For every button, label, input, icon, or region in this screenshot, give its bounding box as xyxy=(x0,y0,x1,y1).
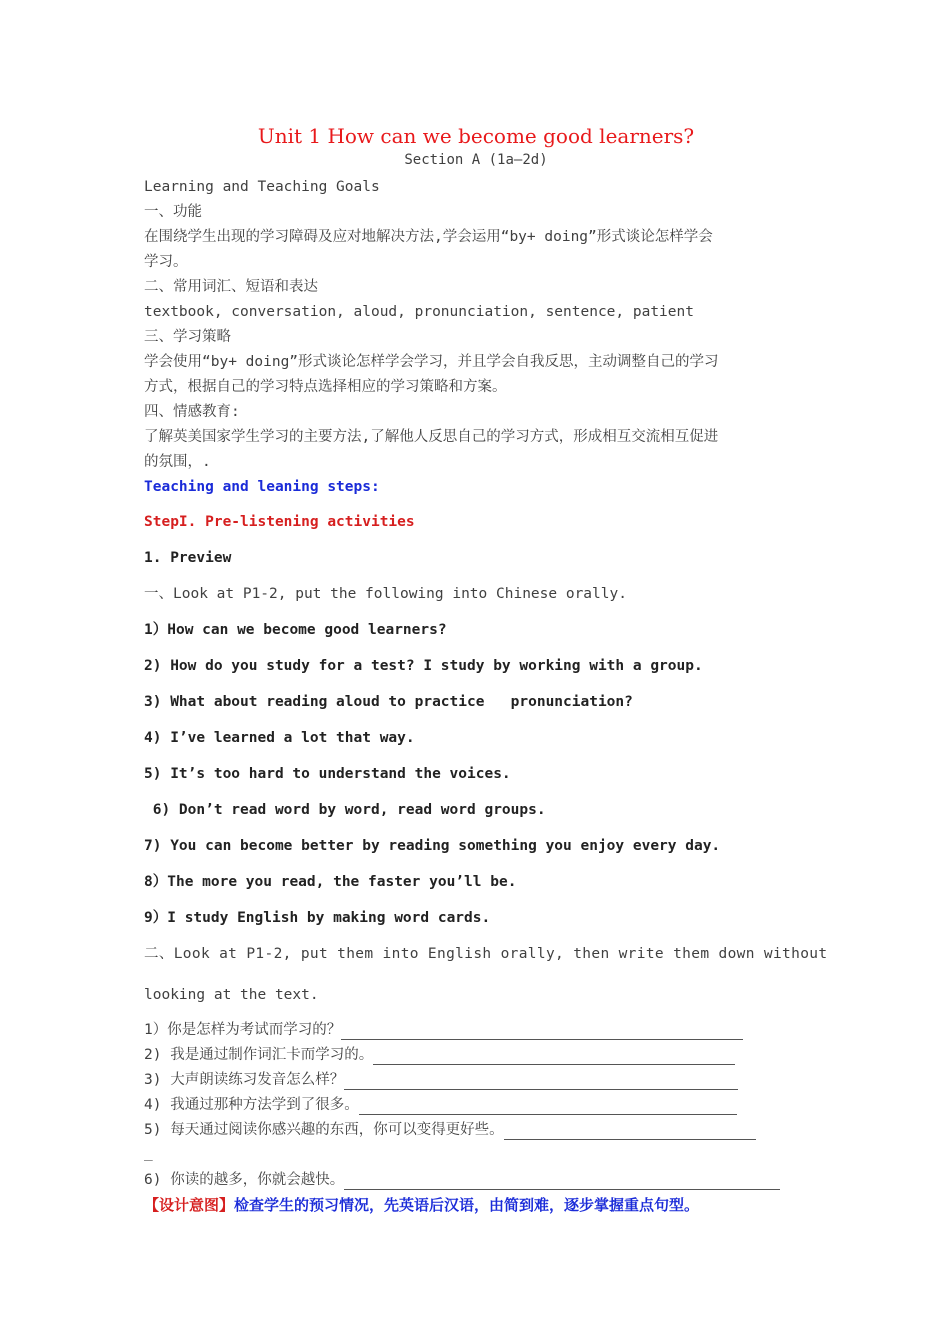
sentence-item: 3) What about reading aloud to practice pronunciation? xyxy=(144,694,633,710)
section-heading-emotion: 四、情感教育: xyxy=(144,404,240,420)
section-heading-strategy: 三、学习策略 xyxy=(144,329,231,345)
section-body-emotion: 了解英美国家学生学习的主要方法,了解他人反思自己的学习方式，形成相互交流相互促进 xyxy=(144,429,719,445)
document-title: Unit 1 How can we become good learners? xyxy=(257,124,695,148)
design-note xyxy=(144,1194,699,1215)
answer-blank[interactable] xyxy=(504,1125,756,1140)
task2-instruction: 二、Look at P1-2, put them into English orally, then write them down without xyxy=(144,946,828,962)
answer-blank-overflow: _ xyxy=(144,1145,153,1161)
task2-instruction-cont: looking at the text. xyxy=(144,987,319,1003)
goals-heading: Learning and Teaching Goals xyxy=(144,179,380,195)
translation-item: 5) 每天通过阅读你感兴趣的东西，你可以变得更好些。 xyxy=(144,1120,756,1140)
sentence-item: 1）How can we become good learners? xyxy=(144,622,447,638)
steps-heading: Teaching and leaning steps: xyxy=(144,479,380,495)
section-body-strategy: 学会使用“by+ doing”形式谈论怎样学会学习，并且学会自我反思，主动调整自己的学习 xyxy=(144,354,719,370)
section-subtitle: Section A (1a—2d) xyxy=(404,152,548,168)
answer-blank[interactable] xyxy=(344,1075,738,1090)
section-body-strategy-cont: 方式，根据自己的学习特点选择相应的学习策略和方案。 xyxy=(144,379,507,395)
design-note-label: 【设计意图】 xyxy=(144,1196,235,1214)
design-note-text: 检查学生的预习情况，先英语后汉语，由简到难，逐步掌握重点句型。 xyxy=(234,1196,700,1214)
section-body-emotion-cont: 的氛围，. xyxy=(144,454,211,470)
answer-blank[interactable] xyxy=(373,1050,735,1065)
sentence-item: 6) Don’t read word by word, read word groups. xyxy=(144,802,546,818)
step1-heading: StepI. Pre-listening activities xyxy=(144,514,415,530)
translation-item: 4) 我通过那种方法学到了很多。 xyxy=(144,1095,737,1115)
section-heading-vocab: 二、常用词汇、短语和表达 xyxy=(144,279,318,295)
section-heading-function: 一、功能 xyxy=(144,204,202,220)
answer-blank[interactable] xyxy=(341,1025,743,1040)
answer-blank[interactable] xyxy=(344,1175,780,1190)
translation-item: 6) 你读的越多，你就会越快。 xyxy=(144,1170,780,1190)
task1-instruction: 一、Look at P1-2, put the following into Chinese orally. xyxy=(144,586,627,602)
translation-item: 2) 我是通过制作词汇卡而学习的。 xyxy=(144,1045,735,1065)
translation-item: 1）你是怎样为考试而学习的？ xyxy=(144,1020,743,1040)
sentence-item: 4) I’ve learned a lot that way. xyxy=(144,730,415,746)
answer-blank[interactable] xyxy=(359,1100,737,1115)
preview-heading: 1. Preview xyxy=(144,550,232,566)
sentence-item: 9）I study English by making word cards. xyxy=(144,910,491,926)
section-body-vocab: textbook, conversation, aloud, pronunciation, sentence, patient xyxy=(144,304,694,320)
sentence-item: 7) You can become better by reading something you enjoy every day. xyxy=(144,838,721,854)
translation-item: 3) 大声朗读练习发音怎么样？ xyxy=(144,1070,738,1090)
sentence-item: 5) It’s too hard to understand the voices. xyxy=(144,766,511,782)
section-body-function-cont: 学习。 xyxy=(144,254,188,270)
sentence-item: 2) How do you study for a test? I study by working with a group. xyxy=(144,658,703,674)
sentence-item: 8）The more you read, the faster you’ll be. xyxy=(144,874,517,890)
section-body-function: 在围绕学生出现的学习障碍及应对地解决方法,学会运用“by+ doing”形式谈论怎样学会 xyxy=(144,229,713,245)
